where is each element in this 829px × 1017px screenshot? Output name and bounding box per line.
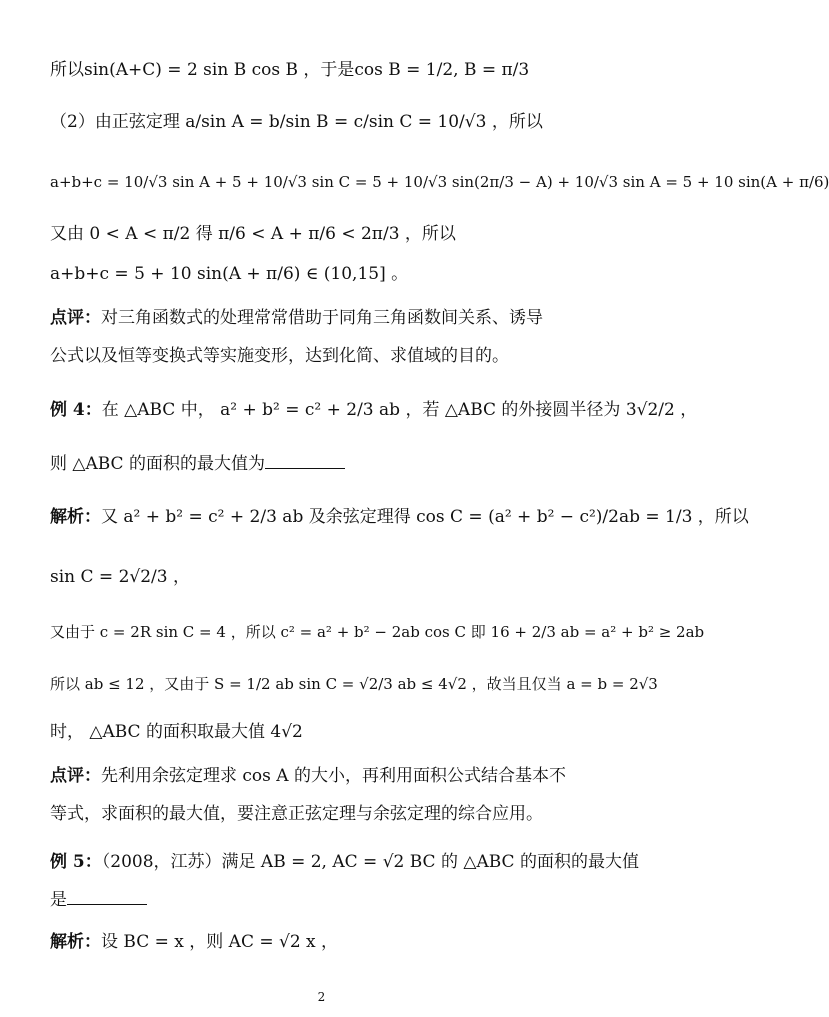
comment-label: 点评： [50,308,101,328]
text-line: a+b+c = 5 + 10 sin(A + π/6) ∈ (10,15] 。 [50,264,409,284]
example-text: （2008，江苏）满足 AB = 2, AC = √2 BC 的 △ABC 的面积的最大值 [101,852,639,872]
text-line: 所以sin(A+C) = 2 sin B cos B ，于是cos B = 1/2, B = π/3 [50,60,530,80]
text-line: 公式以及恒等变换式等实施变形，达到化简、求值域的目的。 [50,346,509,366]
text-line: 时， △ABC 的面积取最大值 4√2 [50,722,303,742]
comment-paragraph [50,764,613,788]
comment-text: 对三角函数式的处理常常借助于同角三角函数间关系、诱导 [101,308,543,328]
text-line: （2）由正弦定理 a/sin A = b/sin B = c/sin C = 10/√3 ，所以 [50,112,543,132]
analysis-label: 解析： [50,507,101,527]
text-line: 所以 ab ≤ 12 ，又由于 S = 1/2 ab sin C = √2/3 ab ≤ 4√2 ，故当且仅当 a = b = 2√3 [50,675,658,693]
text-line: sin C = 2√2/3 ， [50,567,190,587]
question-text: 则 △ABC 的面积的最大值为 [50,454,265,474]
answer-blank [67,888,147,905]
question-line [50,452,613,476]
text-line: 等式，求面积的最大值，要注意正弦定理与余弦定理的综合应用。 [50,804,543,824]
analysis-text: 又 a² + b² = c² + 2/3 ab 及余弦定理得 cos C = (a² + b² − c²)/2ab = 1/3 ，所以 [101,507,749,527]
example-text: 在 △ABC 中， a² + b² = c² + 2/3 ab ，若 △ABC 的外接圆半径为 3√2/2 ， [101,400,698,420]
answer-blank [265,452,345,469]
example-label: 例 4： [50,400,102,420]
text-line: 又由于 c = 2R sin C = 4 ，所以 c² = a² + b² − 2ab cos C 即 16 + 2/3 ab = a² + b² ≥ 2ab [50,623,705,641]
analysis-paragraph [50,505,749,529]
analysis-paragraph [50,930,613,954]
comment-paragraph [50,306,613,330]
example-paragraph [50,850,639,874]
text-line: a+b+c = 10/√3 sin A + 5 + 10/√3 sin C = 5 + 10/√3 sin(2π/3 − A) + 10/√3 sin A = 5 + 10 sin(A + π/6) [50,173,829,191]
comment-label: 点评： [50,766,101,786]
example-paragraph [50,398,698,422]
page-number: 2 [317,990,326,1004]
analysis-label: 解析： [50,932,101,952]
example-label: 例 5： [50,852,102,872]
analysis-text: 设 BC = x ，则 AC = √2 x ， [101,932,339,952]
question-line [50,888,613,912]
question-text: 是 [50,890,67,910]
text-line: 又由 0 < A < π/2 得 π/6 < A + π/6 < 2π/3 ，所以 [50,224,456,244]
comment-text: 先利用余弦定理求 cos A 的大小，再利用面积公式结合基本不 [101,766,566,786]
